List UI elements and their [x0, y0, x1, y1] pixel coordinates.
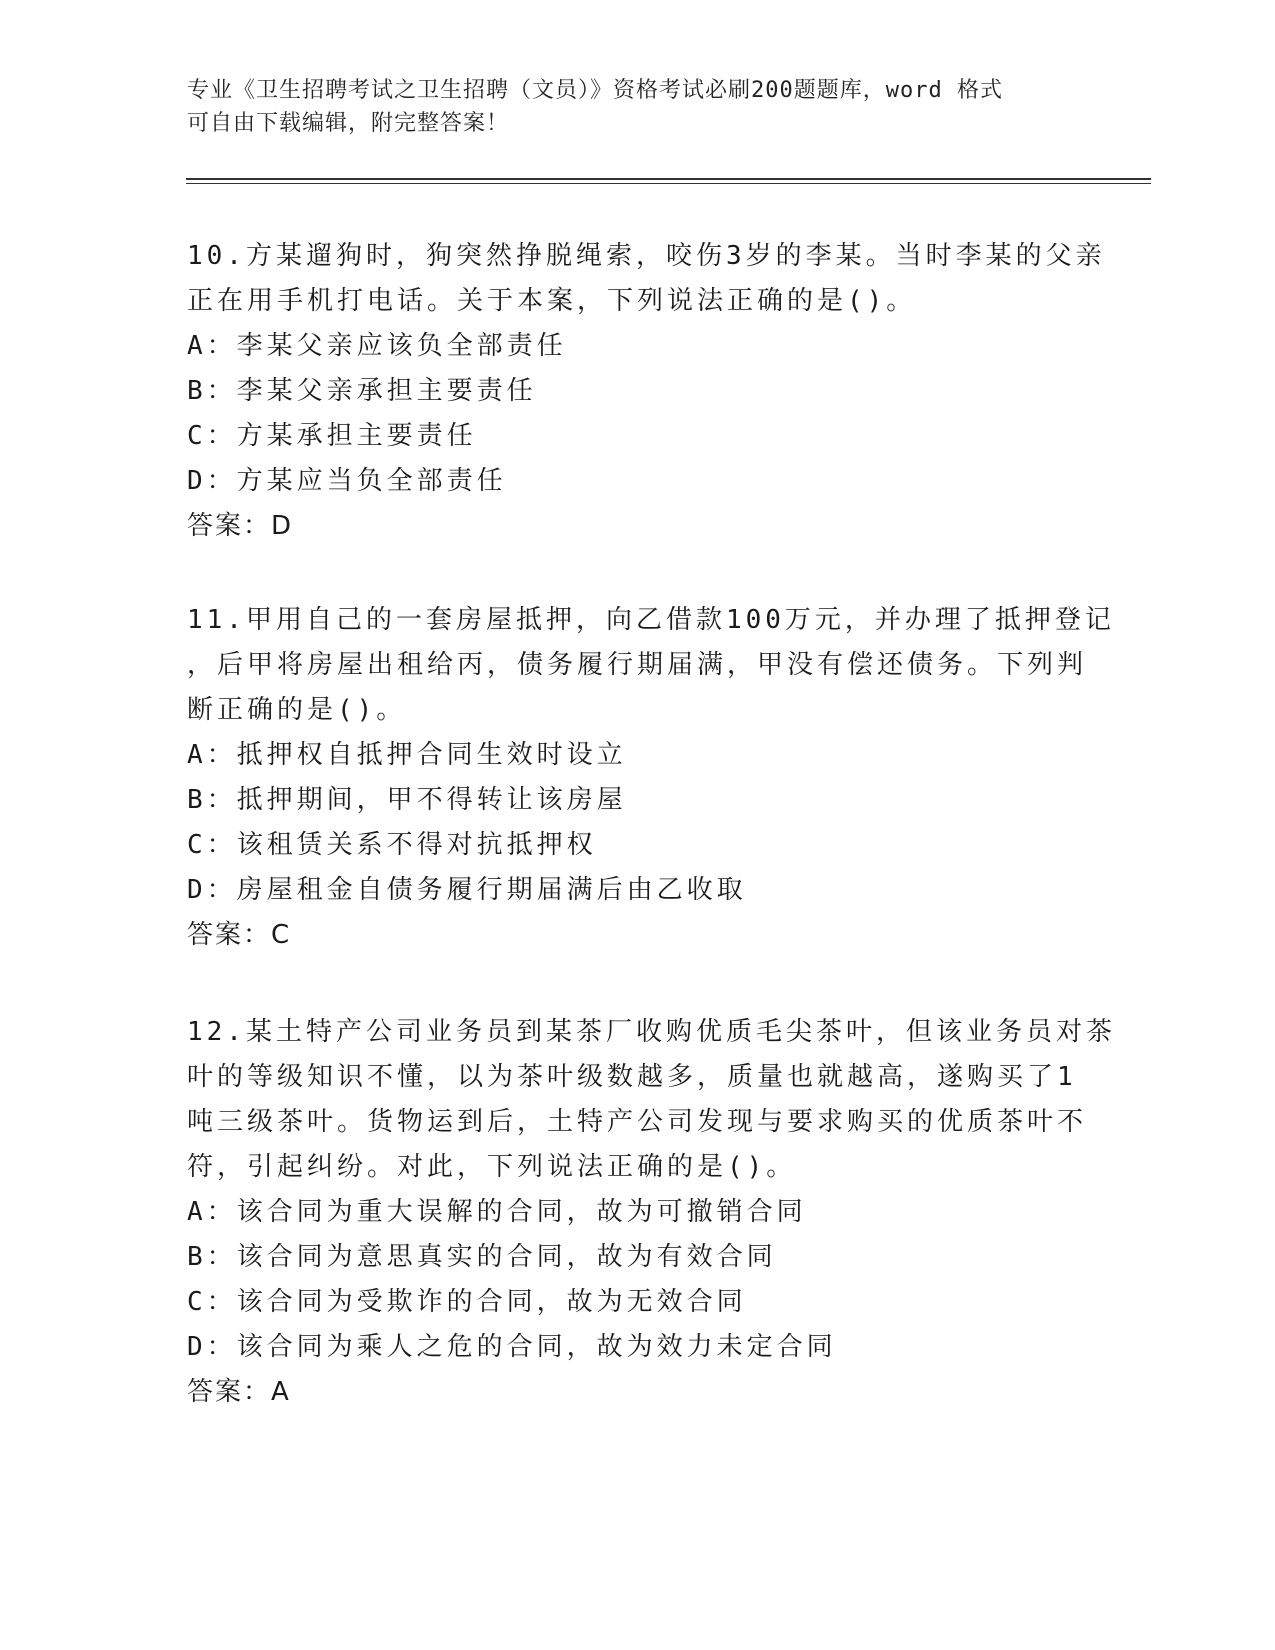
- option-b: B：该合同为意思真实的合同，故为有效合同: [187, 1242, 777, 1272]
- question-stem-line: ，后甲将房屋出租给丙，债务履行期届满，甲没有偿还债务。下列判: [187, 650, 1088, 680]
- question-10: [187, 234, 1106, 549]
- option-b: B：抵押期间，甲不得转让该房屋: [187, 785, 627, 815]
- question-11: [187, 598, 1115, 958]
- question-stem-line: 12.某土特产公司业务员到某茶厂收购优质毛尖茶叶，但该业务员对茶: [187, 1017, 1116, 1047]
- option-a: A：李某父亲应该负全部责任: [187, 331, 567, 361]
- option-a: A：抵押权自抵押合同生效时设立: [187, 740, 627, 770]
- question-stem-line: 断正确的是()。: [187, 695, 407, 725]
- question-stem-line: 吨三级茶叶。货物运到后，土特产公司发现与要求购买的优质茶叶不: [187, 1107, 1088, 1137]
- answer-line: 答案：C: [187, 920, 292, 950]
- option-c: C：方某承担主要责任: [187, 421, 477, 451]
- header-line: 可自由下载编辑，附完整答案！: [187, 111, 510, 136]
- question-stem-line: 10.方某遛狗时，狗突然挣脱绳索，咬伤3岁的李某。当时李某的父亲: [187, 241, 1106, 271]
- option-a: A：该合同为重大误解的合同，故为可撤销合同: [187, 1197, 807, 1227]
- option-b: B：李某父亲承担主要责任: [187, 376, 537, 406]
- question-stem-line: 正在用手机打电话。关于本案，下列说法正确的是()。: [187, 286, 917, 316]
- option-d: D：方某应当负全部责任: [187, 466, 507, 496]
- question-12: [187, 1010, 1116, 1415]
- option-c: C：该合同为受欺诈的合同，故为无效合同: [187, 1287, 747, 1317]
- answer-line: 答案：A: [187, 1377, 291, 1407]
- header-line: 专业《卫生招聘考试之卫生招聘（文员）》资格考试必刷200题题库，word 格式: [187, 78, 1003, 103]
- question-stem-line: 符，引起纠纷。对此，下列说法正确的是()。: [187, 1152, 797, 1182]
- option-c: C：该租赁关系不得对抗抵押权: [187, 830, 597, 860]
- option-d: D：该合同为乘人之危的合同，故为效力未定合同: [187, 1332, 837, 1362]
- header-divider: [186, 178, 1151, 184]
- question-stem-line: 11.甲用自己的一套房屋抵押，向乙借款100万元，并办理了抵押登记: [187, 605, 1115, 635]
- document-header: [187, 74, 1067, 140]
- option-d: D：房屋租金自债务履行期届满后由乙收取: [187, 875, 747, 905]
- question-stem-line: 叶的等级知识不懂，以为茶叶级数越多，质量也就越高，遂购买了1: [187, 1062, 1077, 1092]
- answer-line: 答案：D: [187, 511, 294, 541]
